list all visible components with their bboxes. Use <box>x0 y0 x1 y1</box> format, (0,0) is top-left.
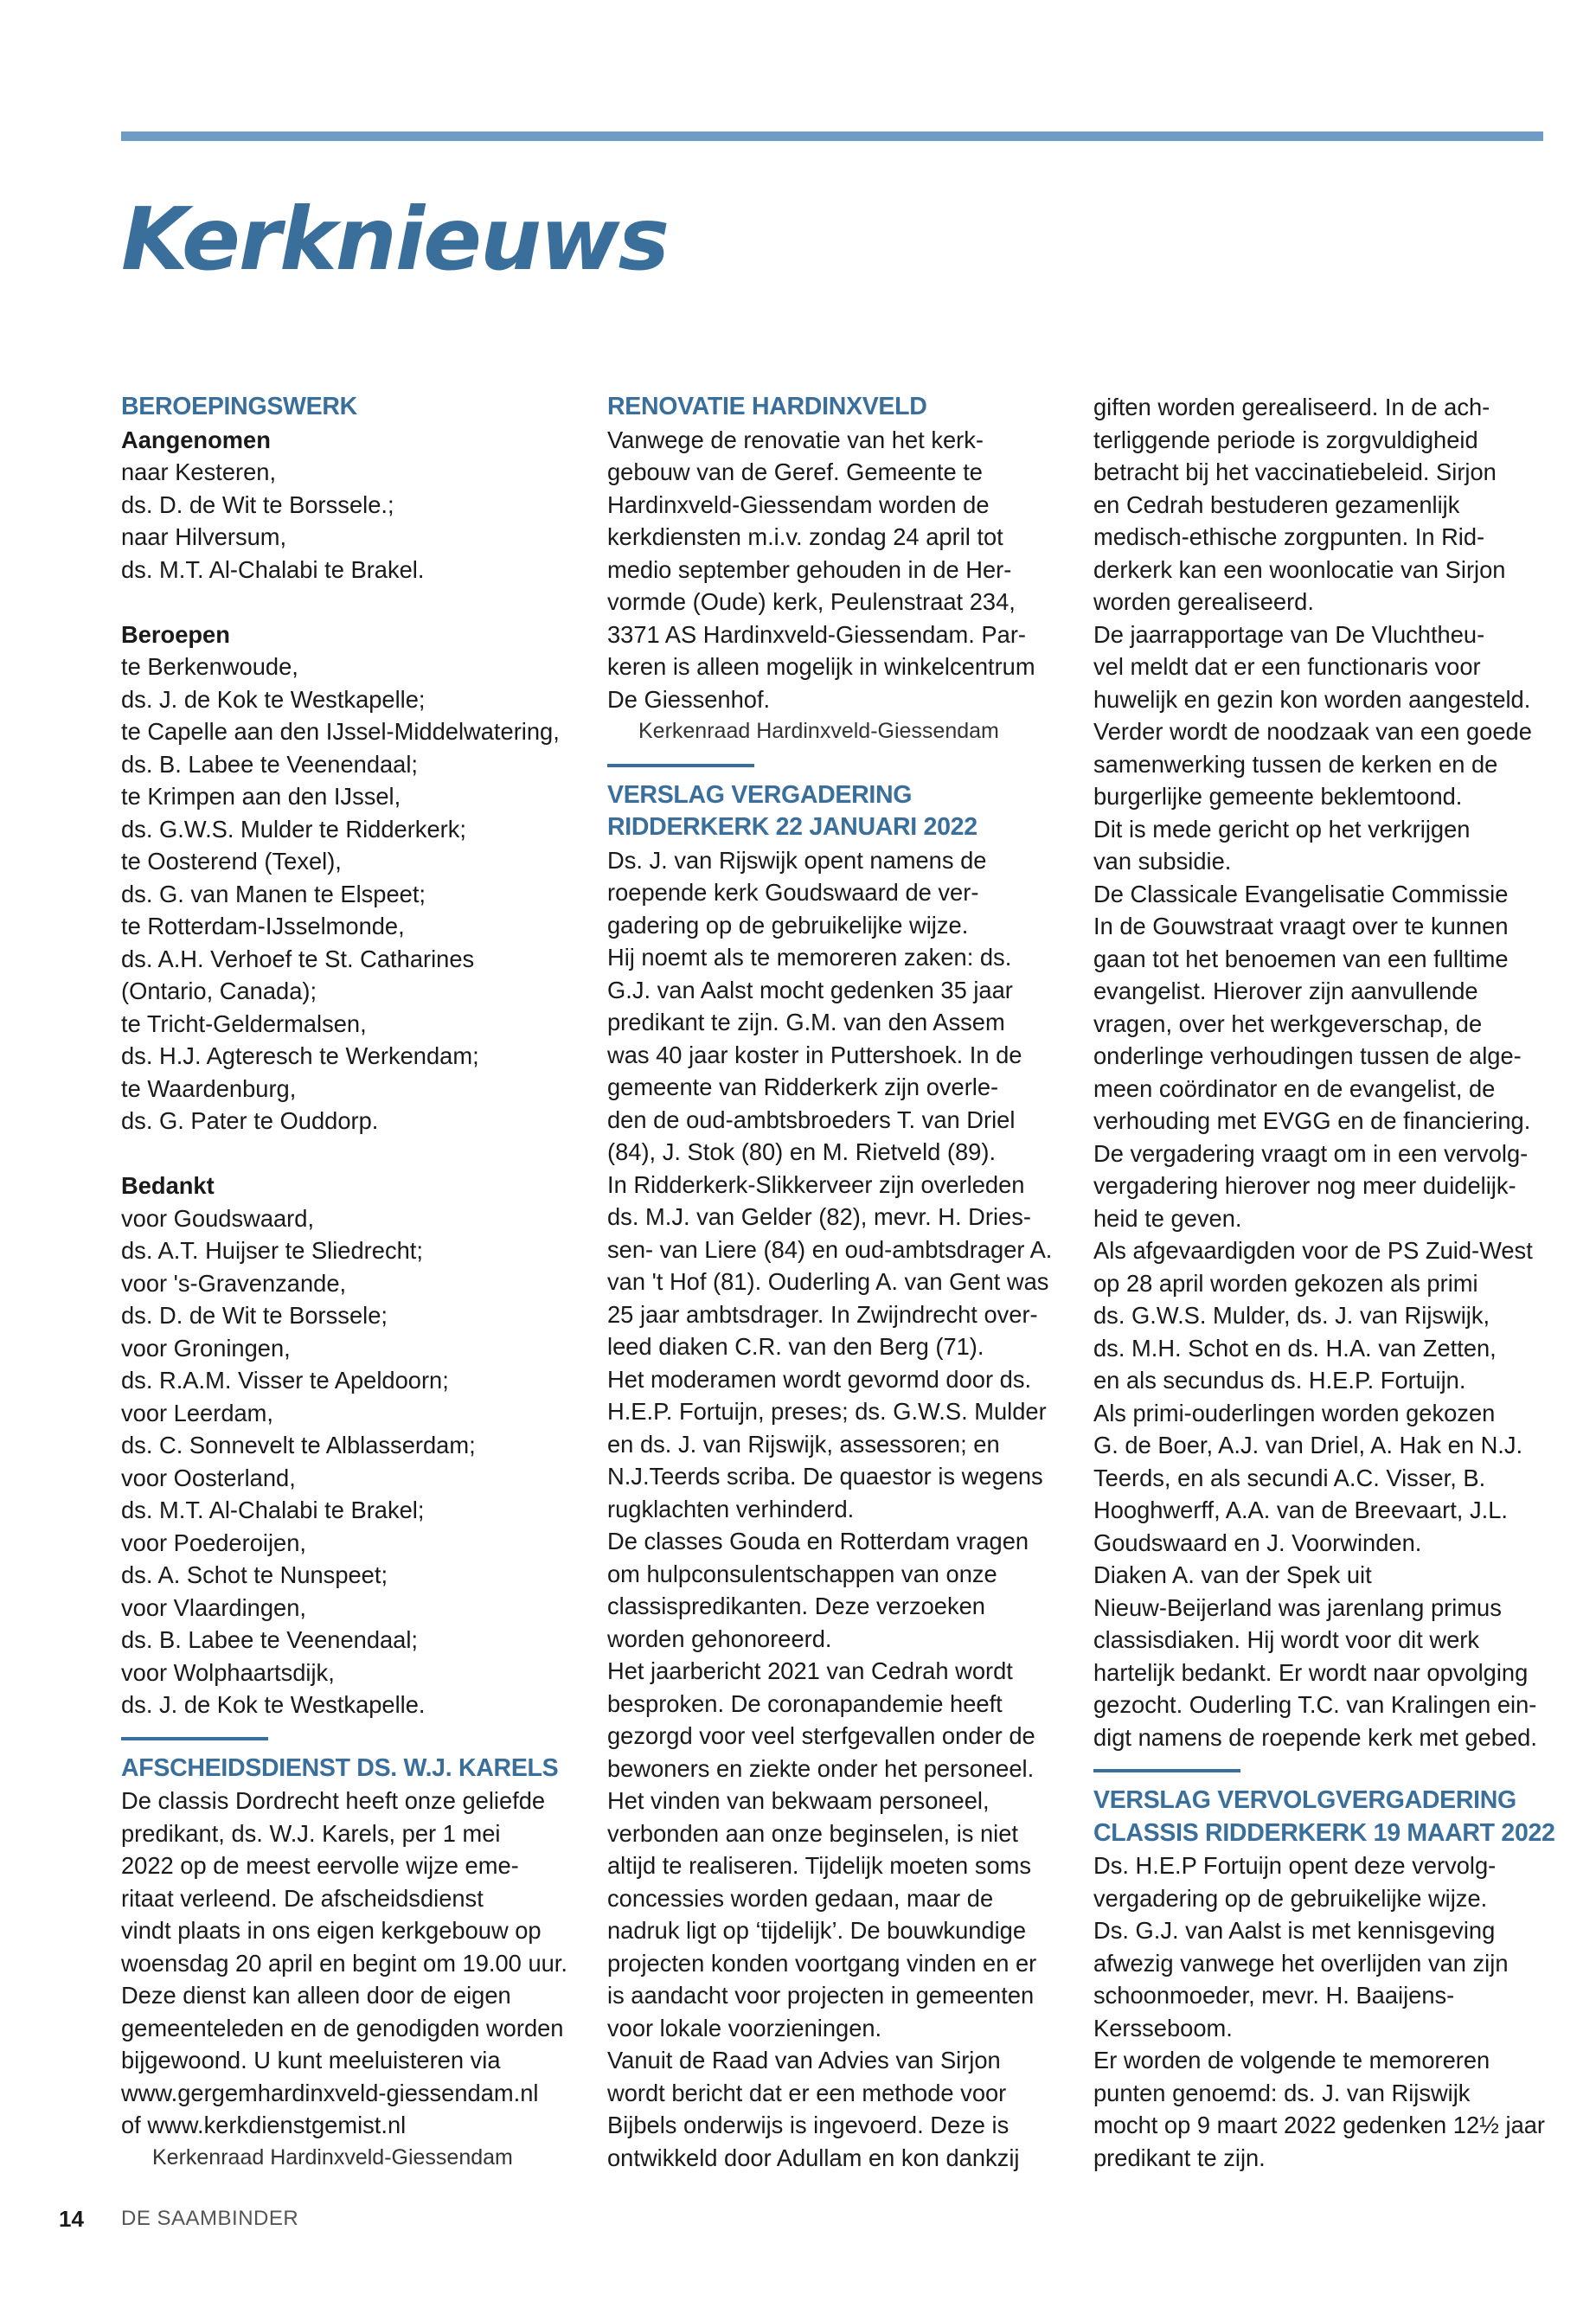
verslag-line: wordt bericht dat er een methode voor <box>607 2079 1007 2106</box>
verslag-continued-line: betracht bij het vaccinatiebeleid. Sirjon <box>1093 458 1497 485</box>
label-bedankt: Bedankt <box>121 1172 215 1199</box>
verslag-line: Vanuit de Raad van Advies van Sirjon <box>607 2047 1001 2073</box>
beroepen-lines <box>121 651 597 1138</box>
afscheid-line: 2022 op de meest eervolle wijze eme- <box>121 1852 519 1879</box>
verslag-continued-line: vel meldt dat er een functionaris voor <box>1093 653 1481 680</box>
renovatie-line: gebouw van de Geref. Gemeente te <box>607 458 983 485</box>
renovatie-line: medio september gehouden in de Her- <box>607 555 1012 583</box>
aangenomen-line: ds. D. de Wit te Borssele.; <box>121 490 394 518</box>
verslag-line: is aandacht voor projecten in gemeenten <box>607 1982 1035 2009</box>
beroepen-line: te Oosterend (Texel), <box>121 848 342 875</box>
verslag-line: Bijbels onderwijs is ingevoerd. Deze is <box>607 2112 1010 2138</box>
verslag-line: leed diaken C.R. van den Berg (71). <box>607 1333 984 1360</box>
verslag-continued-line: gaan tot het benoemen van een fulltime <box>1093 945 1509 972</box>
renovatie-line: 3371 AS Hardinxveld-Giessendam. Par- <box>607 620 1026 648</box>
verslag-line: roepende kerk Goudswaard de ver- <box>607 879 979 906</box>
page-title: Kerknieuws <box>121 189 669 290</box>
verslag-continued-line: gezocht. Ouderling T.C. van Kralingen ein- <box>1093 1691 1537 1718</box>
verslag-line: De classes Gouda en Rotterdam vragen <box>607 1528 1029 1554</box>
verslag-continued-line: classisdiaken. Hij wordt voor dit werk <box>1093 1626 1480 1653</box>
vervolg-line: vergadering op de gebruikelijke wijze. <box>1093 1884 1488 1912</box>
verslag-line: G.J. van Aalst mocht gedenken 35 jaar <box>607 976 1013 1003</box>
verslag-line: ds. M.J. van Gelder (82), mevr. H. Dries- <box>607 1203 1031 1230</box>
verslag-continued-line: verhouding met EVGG en de financiering. <box>1093 1107 1531 1134</box>
verslag-continued-line: ds. M.H. Schot en ds. H.A. van Zetten, <box>1093 1334 1497 1362</box>
verslag-line: Hij noemt als te memoreren zaken: ds. <box>607 944 1012 971</box>
verslag-line: ontwikkeld door Adullam en kon dankzij <box>607 2144 1020 2171</box>
vervolg-lines <box>1093 1849 1569 2174</box>
verslag-line: projecten konden voortgang vinden en er <box>607 1949 1037 1977</box>
verslag-line: verbonden aan onze beginselen, is niet <box>607 1819 1019 1847</box>
verslag-continued-line: terliggende periode is zorgvuldigheid <box>1093 426 1478 453</box>
bedankt-line: ds. B. Labee te Veenendaal; <box>121 1626 419 1653</box>
verslag-line: nadruk ligt op ‘tijdelijk’. De bouwkundige <box>607 1917 1027 1944</box>
verslag-line: N.J.Teerds scriba. De quaestor is wegens <box>607 1463 1043 1490</box>
vervolg-line: Ds. H.E.P Fortuijn opent deze vervolg- <box>1093 1852 1497 1879</box>
vervolg-line: Ds. G.J. van Aalst is met kennisgeving <box>1093 1917 1496 1944</box>
bedankt-line: voor Poederoijen, <box>121 1529 306 1556</box>
bedankt-line: voor Groningen, <box>121 1334 291 1362</box>
bedankt-line: voor Goudswaard, <box>121 1204 315 1232</box>
beroepen-line: ds. G.W.S. Mulder te Ridderkerk; <box>121 815 466 843</box>
afscheid-line: predikant, ds. W.J. Karels, per 1 mei <box>121 1819 501 1847</box>
verslag-line: bewoners en ziekte onder het personeel. <box>607 1754 1035 1782</box>
vervolg-line: afwezig vanwege het overlijden van zijn <box>1093 1949 1509 1977</box>
verslag-line: gemeente van Ridderkerk zijn overle- <box>607 1074 999 1100</box>
beroepen-line: te Tricht-Geldermalsen, <box>121 1009 367 1037</box>
bedankt-line: voor 's-Gravenzande, <box>121 1269 347 1297</box>
verslag-line: sen- van Liere (84) en oud-ambtsdrager A. <box>607 1235 1053 1263</box>
verslag-continued-line: van subsidie. <box>1093 848 1232 875</box>
section-divider <box>1093 1769 1240 1772</box>
renovatie-line: Hardinxveld-Giessendam worden de <box>607 490 990 518</box>
verslag-line: concessies worden gedaan, maar de <box>607 1884 994 1912</box>
verslag-line: classispredikanten. Deze verzoeken <box>607 1593 985 1619</box>
heading-vervolg-line1: VERSLAG VERVOLGVERGADERING <box>1093 1786 1516 1814</box>
afscheid-line: www.gergemhardinxveld-giessendam.nl <box>121 2079 539 2106</box>
vervolg-line: mocht op 9 maart 2022 gedenken 12½ jaar <box>1093 2112 1546 2138</box>
afscheid-line: ritaat verleend. De afscheidsdienst <box>121 1884 484 1912</box>
section-divider <box>121 1737 268 1740</box>
beroepen-line: te Capelle aan den IJssel-Middelwatering, <box>121 718 560 745</box>
heading-beroepingswerk: BEROEPINGSWERK <box>121 393 357 420</box>
beroepen-line: te Rotterdam-IJsselmonde, <box>121 913 405 939</box>
verslag-continued-line: In de Gouwstraat vraagt over te kunnen <box>1093 913 1509 939</box>
verslag-line: altijd te realiseren. Tijdelijk moeten soms <box>607 1852 1032 1879</box>
verslag-continued-line: ds. G.W.S. Mulder, ds. J. van Rijswijk, <box>1093 1302 1490 1329</box>
verslag-continued-line: G. de Boer, A.J. van Driel, A. Hak en N.J. <box>1093 1432 1523 1458</box>
beroepen-line: te Krimpen aan den IJssel, <box>121 783 401 810</box>
verslag-continued-line: evangelist. Hierover zijn aanvullende <box>1093 977 1478 1004</box>
renovatie-line: keren is alleen mogelijk in winkelcentrum <box>607 653 1035 680</box>
aangenomen-line: naar Kesteren, <box>121 458 277 485</box>
section-divider <box>607 764 754 767</box>
verslag-continued-line: Hooghwerff, A.A. van de Breevaart, J.L. <box>1093 1497 1508 1523</box>
renovatie-lines <box>607 424 1083 716</box>
column-2 <box>607 391 1083 2174</box>
label-aangenomen: Aangenomen <box>121 426 271 453</box>
verslag-continued-line: Diaken A. van der Spek uit <box>1093 1561 1372 1588</box>
bedankt-line: ds. J. de Kok te Westkapelle. <box>121 1691 426 1718</box>
page-number: 14 <box>59 2206 84 2232</box>
verslag-line: H.E.P. Fortuijn, preses; ds. G.W.S. Mulder <box>607 1398 1047 1425</box>
verslag-continued-lines <box>1093 391 1569 1753</box>
aangenomen-lines <box>121 456 597 586</box>
verslag-line: den de oud-ambtsbroeders T. van Driel <box>607 1106 1016 1133</box>
verslag-continued-line: De Classicale Evangelisatie Commissie <box>1093 880 1509 907</box>
beroepen-line: te Waardenburg, <box>121 1074 297 1102</box>
verslag-lines <box>607 844 1083 2175</box>
afscheid-line: De classis Dordrecht heeft onze geliefde <box>121 1787 546 1814</box>
verslag-continued-line: vergadering hierover nog meer duidelijk- <box>1093 1172 1516 1199</box>
top-rule <box>121 131 1543 141</box>
verslag-continued-line: Als afgevaardigden voor de PS Zuid-West <box>1093 1237 1533 1264</box>
verslag-continued-line: vragen, over het werkgeverschap, de <box>1093 1009 1483 1037</box>
verslag-continued-line: Dit is mede gericht op het verkrijgen <box>1093 815 1471 843</box>
verslag-line: gadering op de gebruikelijke wijze. <box>607 911 969 939</box>
verslag-continued-line: De jaarrapportage van De Vluchtheu- <box>1093 620 1485 648</box>
aangenomen-line: naar Hilversum, <box>121 523 287 550</box>
verslag-continued-line: digt namens de roepende kerk met gebed. <box>1093 1723 1537 1751</box>
bedankt-line: ds. A. Schot te Nunspeet; <box>121 1561 388 1588</box>
verslag-continued-line: meen coördinator en de evangelist, de <box>1093 1074 1496 1102</box>
verslag-line: Het vinden van bekwaam personeel, <box>607 1787 990 1814</box>
verslag-line: (84), J. Stok (80) en M. Rietveld (89). <box>607 1138 997 1165</box>
bedankt-lines <box>121 1202 597 1721</box>
verslag-continued-line: Teerds, en als secundi A.C. Visser, B. <box>1093 1464 1486 1491</box>
verslag-line: van 't Hof (81). Ouderling A. van Gent was <box>607 1268 1049 1295</box>
vervolg-line: schoonmoeder, mevr. H. Baaijens- <box>1093 1982 1455 2009</box>
verslag-line: Ds. J. van Rijswijk opent namens de <box>607 846 987 874</box>
verslag-continued-line: onderlinge verhoudingen tussen de alge- <box>1093 1042 1522 1069</box>
aangenomen-line: ds. M.T. Al-Chalabi te Brakel. <box>121 555 425 583</box>
renovatie-line: De Giessenhof. <box>607 685 771 713</box>
vervolg-line: Kersseboom. <box>1093 2014 1233 2041</box>
heading-verslag-line2: RIDDERKERK 22 JANUARI 2022 <box>607 813 977 841</box>
verslag-continued-line: Goudswaard en J. Voorwinden. <box>1093 1529 1422 1556</box>
verslag-line: en ds. J. van Rijswijk, assessoren; en <box>607 1430 1000 1458</box>
beroepen-line: ds. B. Labee te Veenendaal; <box>121 750 419 778</box>
verslag-continued-line: De vergadering vraagt om in een vervolg- <box>1093 1139 1529 1167</box>
verslag-line: Het jaarbericht 2021 van Cedrah wordt <box>607 1657 1013 1684</box>
verslag-continued-line: op 28 april worden gekozen als primi <box>1093 1269 1478 1297</box>
beroepen-line: (Ontario, Canada); <box>121 977 317 1004</box>
bedankt-line: voor Leerdam, <box>121 1399 274 1426</box>
bedankt-line: ds. C. Sonnevelt te Alblasserdam; <box>121 1432 476 1458</box>
afscheid-lines <box>121 1785 597 2142</box>
heading-vervolg-line2: CLASSIS RIDDERKERK 19 MAART 2022 <box>1093 1818 1555 1847</box>
verslag-line: was 40 jaar koster in Puttershoek. In de <box>607 1041 1022 1068</box>
verslag-continued-line: heid te geven. <box>1093 1204 1242 1232</box>
vervolg-line: Er worden de volgende te memoreren <box>1093 2047 1490 2073</box>
heading-renovatie: RENOVATIE HARDINXVELD <box>607 393 927 420</box>
verslag-line: om hulpconsulentschappen van onze <box>607 1560 997 1587</box>
verslag-continued-line: Verder wordt de noodzaak van een goede <box>1093 718 1532 745</box>
afscheid-line: of www.kerkdienstgemist.nl <box>121 2112 407 2138</box>
renovatie-line: vormde (Oude) kerk, Peulenstraat 234, <box>607 588 1016 615</box>
heading-verslag-line1: VERSLAG VERGADERING <box>607 780 913 809</box>
bedankt-line: voor Vlaardingen, <box>121 1593 306 1621</box>
verslag-continued-line: worden gerealiseerd. <box>1093 588 1314 615</box>
column-3 <box>1093 391 1569 2174</box>
afscheid-line: gemeenteleden en de genodigden worden <box>121 2014 564 2041</box>
verslag-continued-line: medisch-ethische zorgpunten. In Rid- <box>1093 523 1485 550</box>
heading-afscheidsdienst: AFSCHEIDSDIENST DS. W.J. KARELS <box>121 1753 559 1782</box>
label-beroepen: Beroepen <box>121 620 230 648</box>
verslag-line: In Ridderkerk-Slikkerveer zijn overleden <box>607 1170 1025 1198</box>
verslag-line: rugklachten verhinderd. <box>607 1495 855 1522</box>
beroepen-line: ds. G. Pater te Ouddorp. <box>121 1107 379 1134</box>
verslag-line: worden gehonoreerd. <box>607 1625 832 1652</box>
column-1 <box>121 391 597 2174</box>
beroepen-line: ds. A.H. Verhoef te St. Catharines <box>121 945 475 972</box>
vervolg-line: predikant te zijn. <box>1093 2144 1266 2171</box>
signature-renovatie: Kerkenraad Hardinxveld-Giessendam <box>638 719 999 743</box>
renovatie-line: Vanwege de renovatie van het kerk- <box>607 426 984 453</box>
verslag-line: predikant te zijn. G.M. van den Assem <box>607 1009 1005 1035</box>
verslag-line: besproken. De coronapandemie heeft <box>607 1689 1003 1717</box>
verslag-continued-line: giften worden gerealiseerd. In de ach- <box>1093 394 1490 420</box>
bedankt-line: voor Oosterland, <box>121 1464 296 1491</box>
verslag-line: gezorgd voor veel sterfgevallen onder de <box>607 1722 1035 1749</box>
signature-afscheid: Kerkenraad Hardinxveld-Giessendam <box>152 2144 513 2170</box>
verslag-line: voor lokale voorzieningen. <box>607 2014 882 2041</box>
beroepen-line: ds. G. van Manen te Elspeet; <box>121 880 426 907</box>
afscheid-line: Deze dienst kan alleen door de eigen <box>121 1982 511 2009</box>
verslag-continued-line: en Cedrah bestuderen gezamenlijk <box>1093 490 1460 518</box>
renovatie-line: kerkdiensten m.i.v. zondag 24 april tot <box>607 523 1003 550</box>
verslag-line: Het moderamen wordt gevormd door ds. <box>607 1365 1032 1393</box>
bedankt-line: ds. D. de Wit te Borssele; <box>121 1302 388 1329</box>
bedankt-line: voor Wolphaartsdijk, <box>121 1658 335 1686</box>
verslag-continued-line: samenwerking tussen de kerken en de <box>1093 750 1498 778</box>
verslag-continued-line: Als primi-ouderlingen worden gekozen <box>1093 1399 1496 1426</box>
verslag-continued-line: hartelijk bedankt. Er wordt naar opvolging <box>1093 1658 1529 1686</box>
magazine-name: DE SAAMBINDER <box>121 2207 299 2230</box>
verslag-continued-line: derkerk kan een woonlocatie van Sirjon <box>1093 555 1506 583</box>
beroepen-line: ds. J. de Kok te Westkapelle; <box>121 685 426 713</box>
afscheid-line: vindt plaats in ons eigen kerkgebouw op <box>121 1917 542 1944</box>
bedankt-line: ds. R.A.M. Visser te Apeldoorn; <box>121 1367 449 1394</box>
verslag-continued-line: burgerlijke gemeente beklemtoond. <box>1093 783 1463 810</box>
bedankt-line: ds. M.T. Al-Chalabi te Brakel; <box>121 1497 425 1523</box>
afscheid-line: bijgewoond. U kunt meeluisteren via <box>121 2047 501 2073</box>
bedankt-line: ds. A.T. Huijser te Sliedrecht; <box>121 1237 423 1264</box>
beroepen-line: te Berkenwoude, <box>121 653 298 680</box>
afscheid-line: woensdag 20 april en begint om 19.00 uur. <box>121 1949 567 1977</box>
verslag-continued-line: Nieuw-Beijerland was jarenlang primus <box>1093 1593 1502 1621</box>
verslag-line: 25 jaar ambtsdrager. In Zwijndrecht over- <box>607 1300 1038 1328</box>
verslag-continued-line: huwelijk en gezin kon worden aangesteld. <box>1093 685 1531 713</box>
vervolg-line: punten genoemd: ds. J. van Rijswijk <box>1093 2079 1471 2106</box>
beroepen-line: ds. H.J. Agteresch te Werkendam; <box>121 1042 479 1069</box>
verslag-continued-line: en als secundus ds. H.E.P. Fortuijn. <box>1093 1367 1466 1394</box>
